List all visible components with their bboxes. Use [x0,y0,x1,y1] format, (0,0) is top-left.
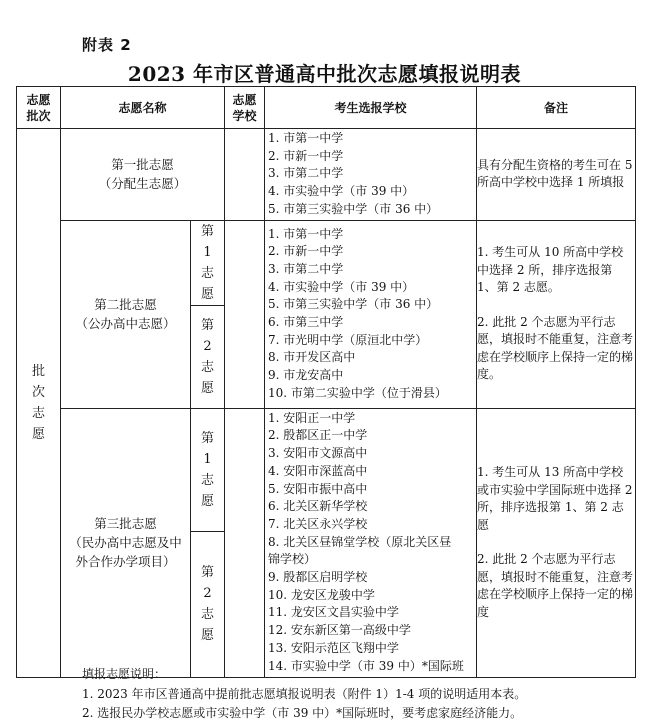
school-item: 14. 市实验中学（市 39 中）*国际班 [268,658,464,673]
pref-char: 第 [201,565,215,581]
page-title: 2023 年市区普通高中批次志愿填报说明表 [127,62,522,86]
pref-char: 志 [201,265,215,281]
pref-char: 志 [201,359,215,375]
school-item: 1. 安阳正一中学 [268,410,356,425]
batch3-school-cell [225,408,265,677]
school-item: 9. 殷都区启明学校 [268,570,368,585]
school-item: 6. 市第三中学 [268,315,344,330]
pref-char: 愿 [201,286,215,302]
school-item: 3. 市第二中学 [268,261,344,276]
school-item: 2. 殷都区正一中学 [268,428,368,443]
header-batch-line: 志愿 [26,92,51,107]
school-item: 8. 市开发区高中 [268,350,356,365]
school-item: 9. 市龙安高中 [268,368,344,383]
school-item: 4. 安阳市深蓝高中 [268,463,368,478]
batch1-school-cell [225,129,265,221]
batch2-name [61,220,191,408]
school-item: 2. 市新一中学 [268,148,344,163]
note-paragraph: 1. 考生可从 13 所高中学校或市实验中学国际班中选择 2 所，排序选报第 1、第 2 志愿 [477,465,633,532]
school-item: 5. 市第三实验中学（市 36 中） [268,297,439,312]
batch-label-char: 批 [31,363,45,379]
school-item: 3. 市第二中学 [268,166,344,181]
footer-heading: 填报志愿说明： [82,667,167,681]
footer-line: 1. 2023 年市区普通高中提前批志愿填报说明表（附件 1）1-4 项的说明适用本表。 [82,686,527,701]
school-item: 6. 北关区新华学校 [268,499,368,514]
annex-label: 附表 2 [82,36,132,54]
school-item: 13. 安阳示范区飞翔中学 [268,640,399,655]
school-item: 3. 安阳市文源高中 [268,446,368,461]
batch2-notes [477,220,636,408]
school-item: 12. 安东新区第一高级中学 [268,623,411,638]
batch1-name-line: 第一批志愿 [111,157,174,173]
footer-line: 2. 选报民办学校志愿或市实验中学（市 39 中）*国际班时，要考虑家庭经济能力。 [82,706,523,720]
batch2-row-1 [17,220,636,305]
school-item: 8. 北关区昼锦堂学校（原北关区昼 [268,534,452,549]
pref-char: 愿 [201,493,215,509]
batch2-name-line: 第二批志愿 [94,297,157,313]
batch3-name-line: 外合作办学项目） [75,554,176,570]
header-name: 志愿名称 [61,87,225,129]
note-paragraph: 具有分配生资格的考生可在 5 所高中学校中选择 1 所填报 [477,157,633,190]
header-school-line: 学校 [232,108,257,123]
pref-char: 第 [201,317,215,333]
pref-char: 1 [203,451,212,467]
header-batch-line: 批次 [26,108,51,123]
header-school [225,87,265,129]
batch3-pref1 [191,408,225,531]
batch1-row [17,129,636,221]
pref-char: 第 [201,223,215,239]
batch2-pref1 [191,220,225,305]
pref-char: 2 [203,338,212,354]
batch-label-char: 次 [31,384,45,400]
note-paragraph: 1. 考生可从 10 所高中学校中选择 2 所，排序选报第 1、第 2 志愿。 [477,245,624,295]
header-choices: 考生选报学校 [265,87,477,129]
header-school-line: 志愿 [232,92,257,107]
note-paragraph: 2. 此批 2 个志愿为平行志愿，填报时不能重复，注意考虑在学校顺序上保持一定的梯度 [477,552,634,619]
volunteer-table [16,86,636,678]
batch2-pref2 [191,305,225,408]
header-notes: 备注 [477,87,636,129]
batch3-row-1 [17,408,636,531]
school-item: 2. 市新一中学 [268,244,344,259]
batch1-notes [477,129,636,221]
pref-char: 第 [201,430,215,446]
note-paragraph: 2. 此批 2 个志愿为平行志愿，填报时不能重复，注意考虑在学校顺序上保持一定的梯度。 [477,314,634,382]
header-batch [17,87,61,129]
pref-char: 2 [203,586,212,602]
school-item: 4. 市实验中学（市 39 中） [268,184,415,199]
batch-label-char: 愿 [31,426,45,442]
batch3-name [61,408,191,677]
school-item: 10. 龙安区龙骏中学 [268,587,375,602]
batch1-name-line: （分配生志愿） [98,176,187,192]
school-item: 4. 市实验中学（市 39 中） [268,279,415,294]
school-item: 7. 市光明中学（原洹北中学） [268,332,428,347]
batch2-schools [265,220,477,408]
pref-char: 志 [201,607,215,623]
batch2-school-cell [225,220,265,408]
school-item: 1. 市第一中学 [268,226,344,241]
batch3-name-line: （民办高中志愿及中 [69,535,182,551]
batch-label [17,129,61,678]
pref-char: 愿 [201,380,215,396]
batch3-notes [477,408,636,677]
school-item: 1. 市第一中学 [268,131,344,145]
batch3-pref2 [191,531,225,677]
school-item: 11. 龙安区文昌实验中学 [268,605,399,620]
batch3-name-line: 第三批志愿 [94,516,157,532]
school-item: 10. 市第二实验中学（位于滑县） [268,385,447,400]
batch1-name [61,129,225,221]
batch-label-char: 志 [31,405,45,421]
pref-char: 愿 [201,628,215,644]
batch2-name-line: （公办高中志愿） [75,316,176,332]
school-item: 5. 市第三实验中学（市 36 中） [268,201,439,216]
header-row [17,87,636,129]
school-item: 7. 北关区永兴学校 [268,516,368,531]
batch1-schools [265,129,477,221]
school-item: 5. 安阳市振中高中 [268,481,368,496]
pref-char: 志 [201,472,215,488]
pref-char: 1 [203,244,212,260]
school-item: 锦学校） [268,552,317,567]
batch3-schools [265,408,477,677]
footer-notes [82,665,526,724]
